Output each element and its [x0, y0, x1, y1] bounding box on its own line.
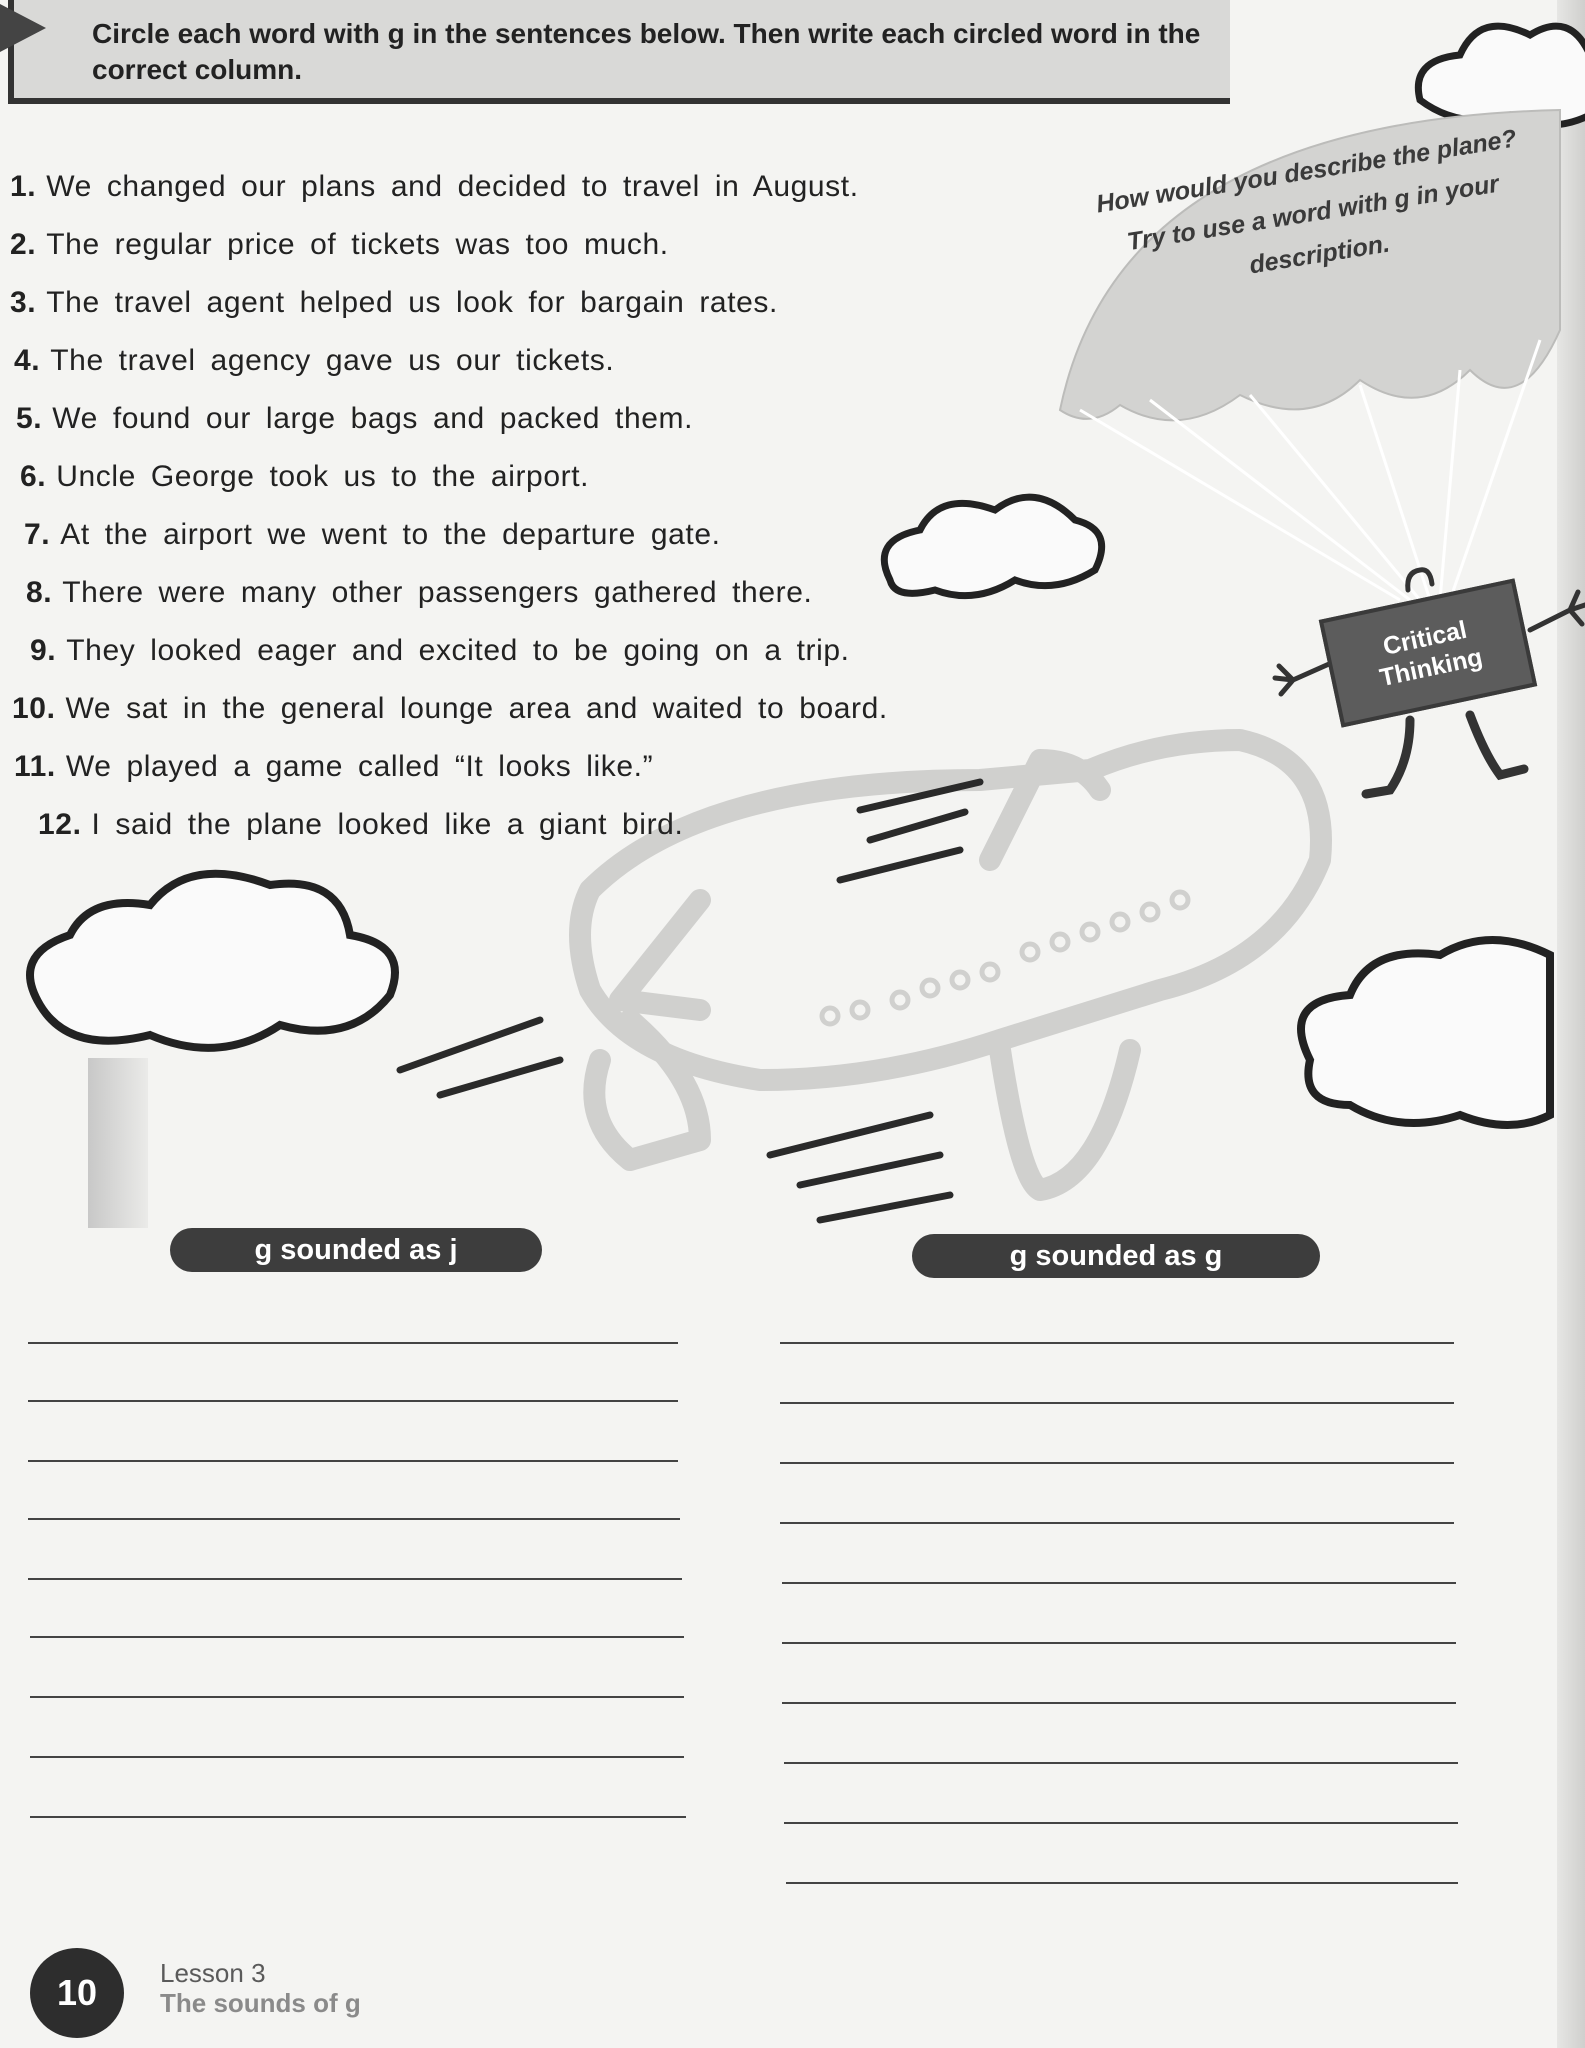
sentence-5 [16, 402, 693, 436]
sentence-text: The travel agency gave us our tickets. [50, 344, 615, 377]
sentence-9 [30, 634, 850, 668]
sentence-number: 4. [14, 344, 41, 377]
sentence-number: 1. [10, 170, 37, 203]
answer-line-g-6[interactable] [782, 1642, 1456, 1644]
sentence-4 [14, 344, 614, 378]
cloud-icon [1301, 940, 1550, 1125]
sentence-6 [20, 460, 589, 494]
answer-line-j-3[interactable] [28, 1460, 678, 1462]
sentence-text: They looked eager and excited to be going on a trip. [66, 634, 850, 667]
column-header-j: g sounded as j [170, 1228, 542, 1272]
answer-line-j-5[interactable] [28, 1578, 682, 1580]
sentence-text: We found our large bags and packed them. [52, 402, 694, 435]
answer-line-j-4[interactable] [28, 1518, 680, 1520]
sentence-text: We sat in the general lounge area and waited to board. [65, 692, 888, 725]
sentence-8 [26, 576, 812, 610]
sentence-number: 12. [38, 808, 82, 841]
sentence-text: We changed our plans and decided to travel in August. [46, 170, 859, 203]
sentence-text: At the airport we went to the departure gate. [60, 518, 721, 551]
sentence-11 [14, 750, 653, 784]
airplane-icon [580, 740, 1321, 1190]
answer-line-j-2[interactable] [28, 1400, 678, 1402]
sentence-text: We played a game called “It looks like.” [65, 750, 654, 783]
answer-line-g-8[interactable] [784, 1762, 1458, 1764]
sentence-10 [12, 692, 888, 726]
answer-line-g-5[interactable] [782, 1582, 1456, 1584]
answer-line-g-2[interactable] [780, 1402, 1454, 1404]
answer-line-g-1[interactable] [780, 1342, 1454, 1344]
sentence-number: 8. [26, 576, 53, 609]
answer-line-g-3[interactable] [780, 1462, 1454, 1464]
answer-line-j-1[interactable] [28, 1342, 678, 1344]
sentence-3 [10, 286, 778, 320]
cloud-icon [884, 497, 1101, 595]
instruction-text: Circle each word with g in the sentences below. Then write each circled word in the correct column. [92, 18, 1201, 85]
sentence-2 [10, 228, 669, 262]
lesson-subtitle: The sounds of g [160, 1988, 361, 2018]
sentence-number: 5. [16, 402, 43, 435]
instruction-banner [8, 0, 1230, 104]
sentence-7 [24, 518, 721, 552]
sentence-text: The regular price of tickets was too much. [46, 228, 669, 261]
decorative-shadow [88, 1058, 148, 1228]
answer-line-g-10[interactable] [786, 1882, 1458, 1884]
critical-thinking-label: Critical Thinking [1377, 615, 1485, 693]
answer-line-j-6[interactable] [30, 1636, 684, 1638]
sentence-number: 6. [20, 460, 47, 493]
sentence-12 [38, 808, 683, 842]
banner-arrow-icon [0, 4, 46, 52]
sentence-1 [10, 170, 859, 204]
answer-line-g-9[interactable] [784, 1822, 1458, 1824]
sentence-number: 7. [24, 518, 51, 551]
answer-line-j-8[interactable] [30, 1756, 684, 1758]
critical-thinking-question: How would you describe the plane? Try to use a word with g in your description. [1094, 124, 1519, 280]
sentence-text: There were many other passengers gathered there. [62, 576, 813, 609]
sentence-number: 9. [30, 634, 57, 667]
sentence-number: 3. [10, 286, 37, 319]
sentence-number: 10. [12, 692, 56, 725]
sentence-number: 2. [10, 228, 37, 261]
sentence-text: Uncle George took us to the airport. [56, 460, 590, 493]
lesson-title: Lesson 3 [160, 1958, 266, 1988]
sentence-text: The travel agent helped us look for bargain rates. [46, 286, 778, 319]
page-number: 10 [30, 1948, 124, 2038]
answer-line-j-7[interactable] [30, 1696, 684, 1698]
column-header-g: g sounded as g [912, 1234, 1320, 1278]
sentence-text: I said the plane looked like a giant bird. [91, 808, 684, 841]
cloud-icon [30, 874, 395, 1048]
answer-line-g-4[interactable] [780, 1522, 1454, 1524]
lesson-info [160, 1958, 361, 2018]
answer-line-g-7[interactable] [782, 1702, 1456, 1704]
answer-line-j-9[interactable] [30, 1816, 686, 1818]
sentence-number: 11. [14, 750, 56, 783]
